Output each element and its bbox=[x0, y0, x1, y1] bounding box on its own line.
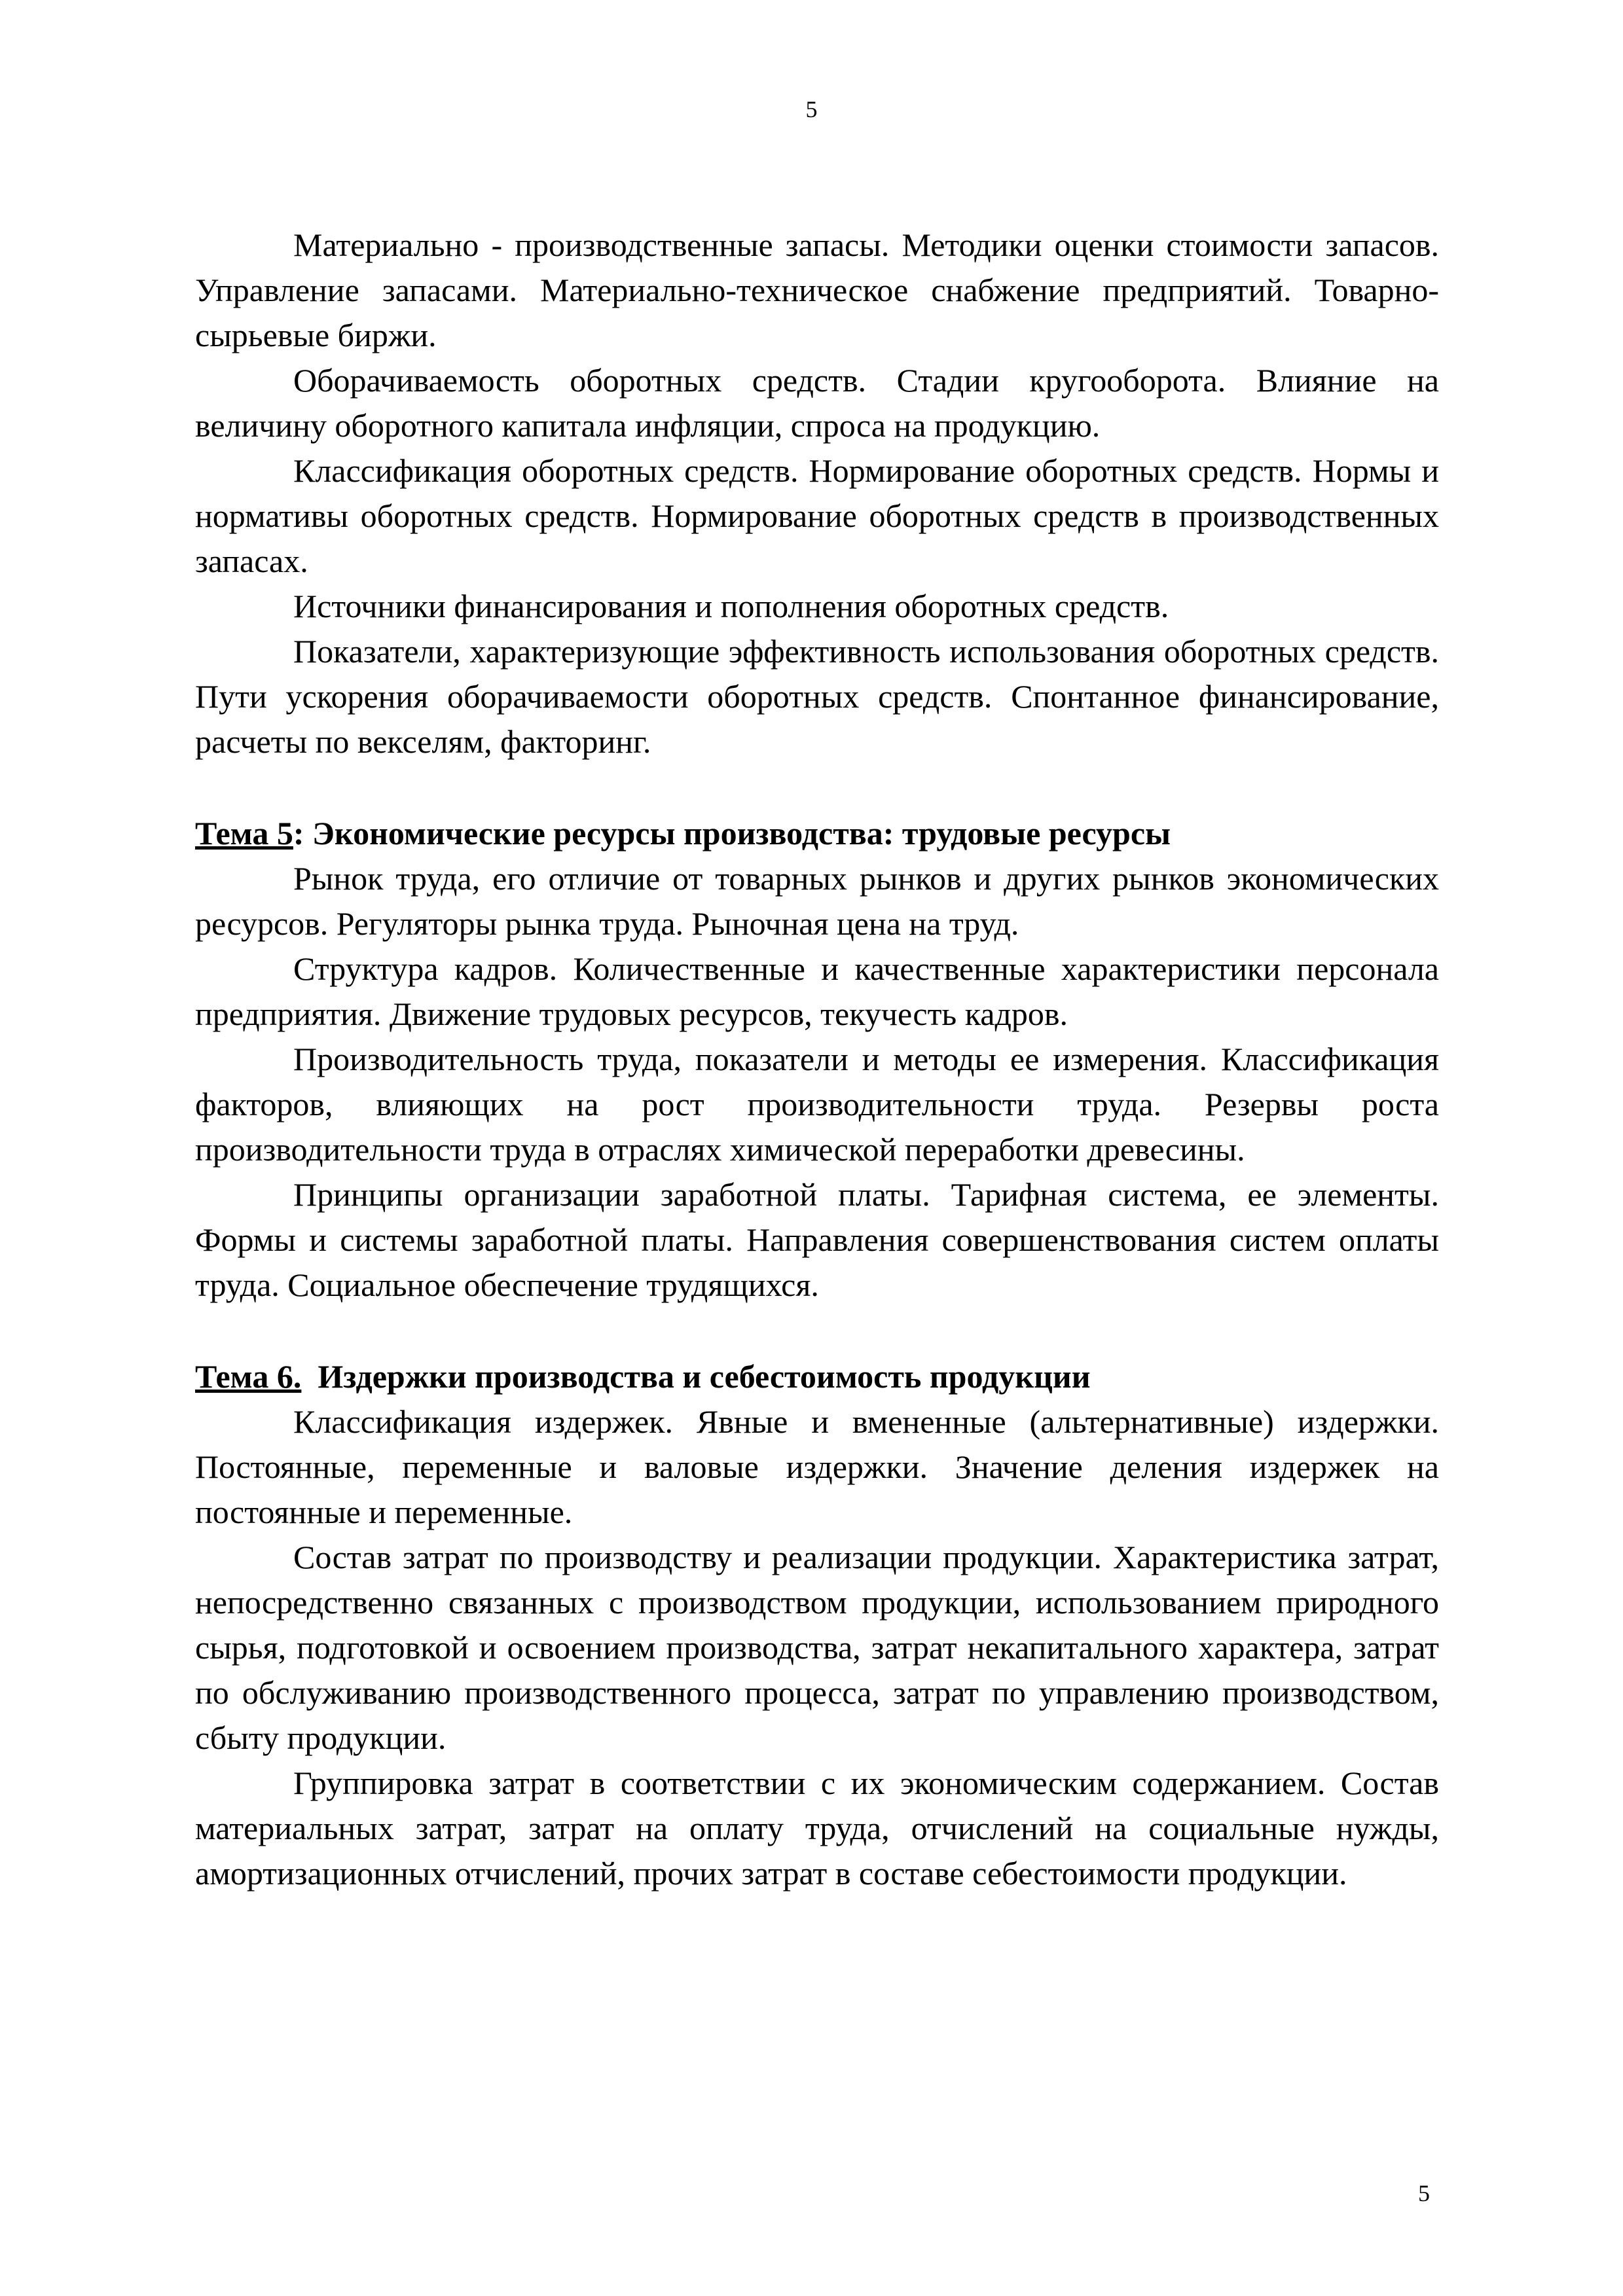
topic-6-section bbox=[195, 1354, 1439, 1896]
intro-section bbox=[195, 223, 1439, 764]
topic-5-paragraph-4: Принципы организации заработной платы. Тарифная система, ее элементы. Формы и системы заработной платы. Направления совершенствования систем оплаты труда. Социальное обеспечение трудящихся. bbox=[195, 1176, 1439, 1303]
topic-5-title: : Экономические ресурсы производства: трудовые ресурсы bbox=[293, 815, 1171, 852]
topic-6-paragraph-1: Классификация издержек. Явные и вмененные (альтернативные) издержки. Постоянные, переменные и валовые издержки. Значение деления издержек на постоянные и переменные. bbox=[195, 1403, 1439, 1530]
topic-5-paragraph-3: Производительность труда, показатели и методы ее измерения. Классификация факторов, влияющих на рост производительности труда. Резервы роста производительности труда в отраслях химической переработки древесины. bbox=[195, 1041, 1439, 1168]
intro-paragraph-2: Оборачиваемость оборотных средств. Стадии кругооборота. Влияние на величину оборотного капитала инфляции, спроса на продукцию. bbox=[195, 362, 1439, 444]
topic-5-heading bbox=[195, 811, 1439, 856]
intro-paragraph-4: Источники финансирования и пополнения оборотных средств. bbox=[293, 588, 1169, 624]
page-content bbox=[195, 223, 1439, 1896]
topic-6-paragraph-3: Группировка затрат в соответствии с их экономическим содержанием. Состав материальных затрат, затрат на оплату труда, отчислений на социальные нужды, амортизационных отчислений, прочих затрат в составе себестоимости продукции. bbox=[195, 1765, 1439, 1892]
topic-5-paragraph-1: Рынок труда, его отличие от товарных рынков и других рынков экономических ресурсов. Регуляторы рынка труда. Рыночная цена на труд. bbox=[195, 860, 1439, 942]
topic-6-label: Тема 6. bbox=[195, 1358, 302, 1395]
topic-6-title: Издержки производства и себестоимость продукции bbox=[301, 1358, 1091, 1395]
page-number-bottom: 5 bbox=[1418, 2180, 1430, 2206]
topic-6-paragraph-2: Состав затрат по производству и реализации продукции. Характеристика затрат, непосредственно связанных с производством продукции, использованием природного сырья, подготовкой и освоением производства, затрат некапитального характера, затрат по обслуживанию производственного процесса, затрат по управлению производством, сбыту продукции. bbox=[195, 1539, 1439, 1756]
page-number-top: 5 bbox=[805, 96, 818, 122]
intro-paragraph-1: Материально - производственные запасы. Методики оценки стоимости запасов. Управление запасами. Материально-техническое снабжение предприятий. Товарно-сырьевые биржи. bbox=[195, 226, 1439, 353]
intro-paragraph-5: Показатели, характеризующие эффективность использования оборотных средств. Пути ускорения оборачиваемости оборотных средств. Спонтанное финансирование, расчеты по векселям, факторинг. bbox=[195, 633, 1439, 760]
topic-5-section bbox=[195, 811, 1439, 1308]
topic-5-paragraph-2: Структура кадров. Количественные и качественные характеристики персонала предприятия. Движение трудовых ресурсов, текучесть кадров. bbox=[195, 950, 1439, 1032]
topic-5-label: Тема 5 bbox=[195, 815, 293, 852]
intro-paragraph-3: Классификация оборотных средств. Нормирование оборотных средств. Нормы и нормативы оборотных средств. Нормирование оборотных средств в производственных запасах. bbox=[195, 452, 1439, 579]
topic-6-heading bbox=[195, 1354, 1439, 1399]
